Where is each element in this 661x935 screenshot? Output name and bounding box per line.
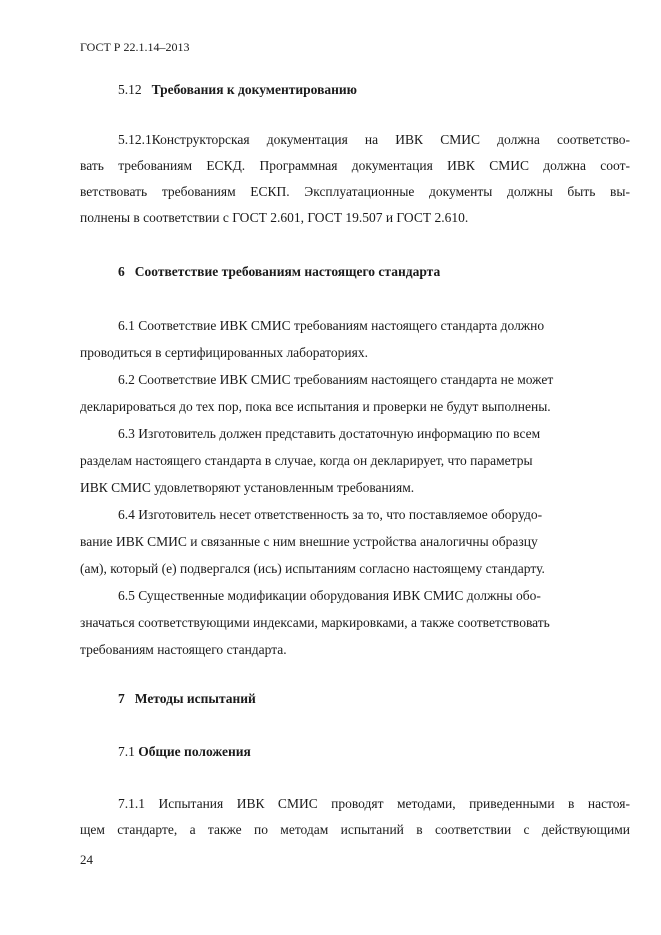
section-title: Методы испытаний bbox=[134, 691, 256, 706]
section-title: Требования к документированию bbox=[151, 82, 357, 97]
paragraph-line: значаться соответствующими индексами, маркировками, а также соответствовать bbox=[80, 615, 550, 630]
section-heading-5-12 bbox=[118, 82, 357, 98]
section-number: 6 bbox=[118, 264, 125, 279]
paragraph-line: 6.1 Соответствие ИВК СМИС требованиям настоящего стандарта должно bbox=[118, 318, 545, 333]
paragraph-line: ветствовать требованиям ЕСКП. Эксплуатационные документы должны быть вы- bbox=[80, 184, 630, 199]
paragraph-line: проводиться в сертифицированных лабораториях. bbox=[80, 345, 368, 360]
subsection-heading-7-1 bbox=[118, 744, 251, 760]
paragraph-line: 6.4 Изготовитель несет ответственность за то, что поставляемое оборудо- bbox=[118, 507, 543, 522]
section-heading-7 bbox=[118, 691, 256, 707]
paragraph-line: 5.12.1Конструкторская документация на ИВК СМИС должна соответство- bbox=[118, 132, 630, 147]
paragraph-line: требованиям настоящего стандарта. bbox=[80, 642, 287, 657]
paragraph-line: 6.2 Соответствие ИВК СМИС требованиям настоящего стандарта не может bbox=[118, 372, 554, 387]
section-number: 7.1 bbox=[118, 744, 135, 759]
document-header: ГОСТ Р 22.1.14–2013 bbox=[80, 40, 190, 54]
paragraph-line: щем стандарте, а также по методам испытаний в соответствии с действующими bbox=[80, 822, 630, 837]
section-number: 5.12 bbox=[118, 82, 142, 97]
paragraph-line: полнены в соответствии с ГОСТ 2.601, ГОСТ 19.507 и ГОСТ 2.610. bbox=[80, 210, 469, 225]
section-number: 7 bbox=[118, 691, 125, 706]
paragraph-line: вание ИВК СМИС и связанные с ним внешние устройства аналогичны образцу bbox=[80, 534, 538, 549]
paragraph-line: вать требованиям ЕСКД. Программная документация ИВК СМИС должна соот- bbox=[80, 158, 630, 173]
paragraph-line: 7.1.1 Испытания ИВК СМИС проводят методами, приведенными в настоя- bbox=[118, 796, 630, 811]
paragraph-line: 6.3 Изготовитель должен представить достаточную информацию по всем bbox=[118, 426, 541, 441]
section-title: Общие положения bbox=[138, 744, 251, 759]
section-title: Соответствие требованиям настоящего стандарта bbox=[134, 264, 441, 279]
paragraph-line: ИВК СМИС удовлетворяют установленным требованиям. bbox=[80, 480, 415, 495]
paragraph-line: 6.5 Существенные модификации оборудования ИВК СМИС должны обо- bbox=[118, 588, 541, 603]
page-number: 24 bbox=[80, 852, 93, 867]
paragraph-line: разделам настоящего стандарта в случае, когда он декларирует, что параметры bbox=[80, 453, 533, 468]
section-heading-6 bbox=[118, 264, 440, 280]
paragraph-line: декларироваться до тех пор, пока все испытания и проверки не будут выполнены. bbox=[80, 399, 551, 414]
paragraph-line: (ам), который (е) подвергался (ись) испытаниям согласно настоящему стандарту. bbox=[80, 561, 545, 576]
